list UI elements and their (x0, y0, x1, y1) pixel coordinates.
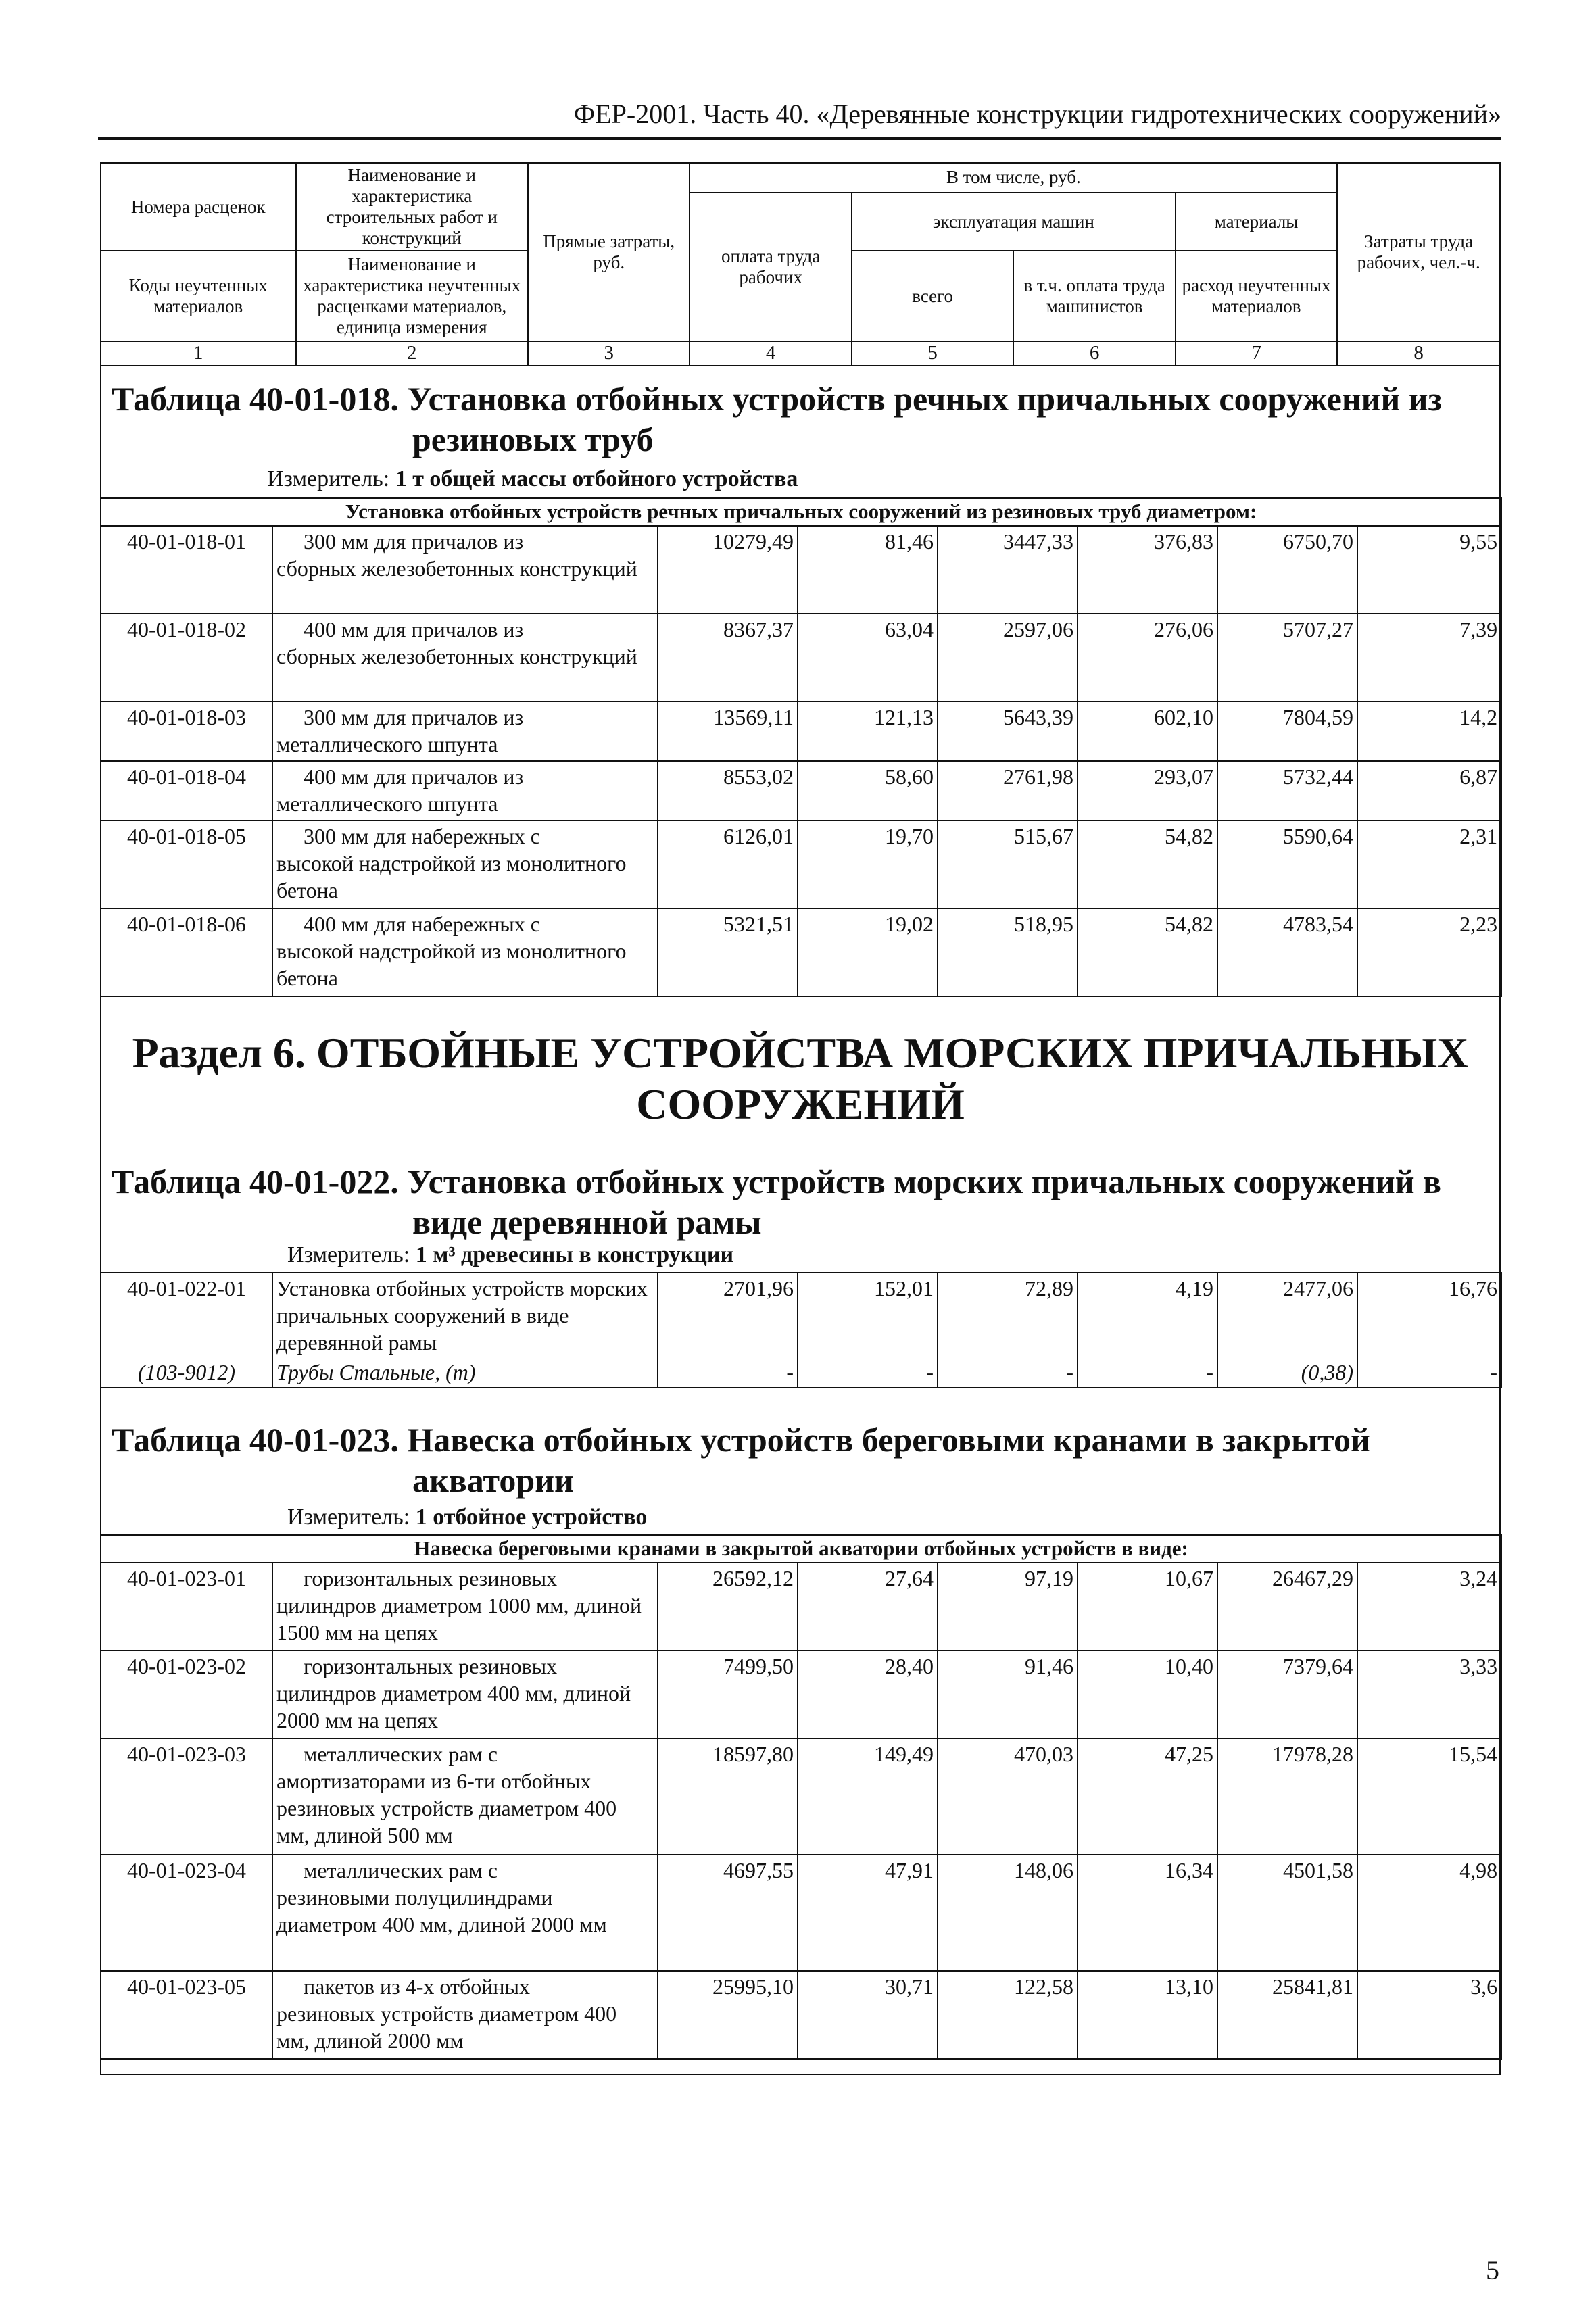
materials-value: 2477,06 (1217, 1273, 1357, 1357)
material-row (101, 1357, 1501, 1388)
labor-value: 6,87 (1357, 761, 1501, 821)
table-023-meter: Измеритель: 1 отбойное устройство (287, 1505, 648, 1530)
wages-value: 19,70 (798, 821, 938, 908)
materials-value: 25841,81 (1217, 1971, 1357, 2059)
operators-value: 293,07 (1078, 761, 1217, 821)
table-018 (100, 497, 1502, 997)
machines-value: 72,89 (938, 1273, 1078, 1357)
wages-value: - (798, 1357, 938, 1388)
direct-costs-value: 10279,49 (658, 526, 798, 614)
machines-value: 91,46 (938, 1651, 1078, 1738)
operators-value: 276,06 (1078, 614, 1217, 702)
rate-code: 40-01-018-01 (101, 526, 272, 614)
rate-description: 400 мм для набережных с высокой надстройкой из монолитного бетона (272, 908, 658, 996)
table-row (101, 761, 1501, 821)
table-row (101, 614, 1501, 702)
table-018-meter-value: 1 т общей массы отбойного устройства (395, 466, 798, 491)
column-number: 2 (296, 341, 528, 365)
header-name-top: Наименование и характеристика строительных работ и конструкций (296, 163, 528, 251)
table-023-subheader: Навеска береговыми кранами в закрытой акватории отбойных устройств в виде: (101, 1535, 1501, 1563)
wages-value: 28,40 (798, 1651, 938, 1738)
labor-value: 7,39 (1357, 614, 1501, 702)
materials-value: 4783,54 (1217, 908, 1357, 996)
direct-costs-value: 5321,51 (658, 908, 798, 996)
table-row (101, 908, 1501, 996)
machines-value: 5643,39 (938, 702, 1078, 761)
wages-value: 30,71 (798, 1971, 938, 2059)
operators-value: 54,82 (1078, 908, 1217, 996)
materials-value: 26467,29 (1217, 1563, 1357, 1651)
rate-description: 300 мм для причалов из металлического шпунта (272, 702, 658, 761)
header-wages: оплата труда рабочих (690, 193, 851, 341)
wages-value: 149,49 (798, 1738, 938, 1855)
column-number: 5 (852, 341, 1013, 365)
materials-value: 7804,59 (1217, 702, 1357, 761)
table-022 (100, 1272, 1502, 1388)
table-row (101, 1971, 1501, 2059)
rate-description: горизонтальных резиновых цилиндров диаметром 400 мм, длиной 2000 мм на цепях (272, 1651, 658, 1738)
labor-value: 15,54 (1357, 1738, 1501, 1855)
table-023 (100, 1534, 1502, 2060)
column-number: 6 (1013, 341, 1175, 365)
header-operators: в т.ч. оплата труда машинистов (1013, 251, 1175, 341)
direct-costs-value: 25995,10 (658, 1971, 798, 2059)
rate-code: 40-01-018-05 (101, 821, 272, 908)
table-023-meter-value: 1 отбойное устройство (415, 1505, 648, 1530)
header-codes-top: Номера расценок (101, 163, 296, 251)
header-unaccounted: расход неучтенных материалов (1176, 251, 1337, 341)
rate-description: горизонтальных резиновых цилиндров диаметром 1000 мм, длиной 1500 мм на цепях (272, 1563, 658, 1651)
material-description: Трубы Стальные, (т) (272, 1357, 658, 1388)
machines-value: 515,67 (938, 821, 1078, 908)
header-rule (98, 137, 1501, 140)
wages-value: 152,01 (798, 1273, 938, 1357)
rate-description: 300 мм для набережных с высокой надстройкой из монолитного бетона (272, 821, 658, 908)
machines-value: 2761,98 (938, 761, 1078, 821)
material-code: (103-9012) (101, 1357, 272, 1388)
materials-value: 5707,27 (1217, 614, 1357, 702)
machines-value: - (938, 1357, 1078, 1388)
rate-code: 40-01-023-03 (101, 1738, 272, 1855)
header-direct-costs: Прямые затраты, руб. (528, 163, 690, 341)
operators-value: 16,34 (1078, 1855, 1217, 1971)
rate-description: 400 мм для причалов из металлического шпунта (272, 761, 658, 821)
machines-value: 3447,33 (938, 526, 1078, 614)
wages-value: 19,02 (798, 908, 938, 996)
direct-costs-value: 6126,01 (658, 821, 798, 908)
table-022-meter: Измеритель: 1 м³ древесины в конструкции (287, 1242, 734, 1267)
direct-costs-value: 18597,80 (658, 1738, 798, 1855)
rate-description: металлических рам с резиновыми полуцилиндрами диаметром 400 мм, длиной 2000 мм (272, 1855, 658, 1971)
machines-value: 122,58 (938, 1971, 1078, 2059)
running-header: ФЕР-2001. Часть 40. «Деревянные конструкции гидротехнических сооружений» (573, 99, 1501, 129)
rate-code: 40-01-023-01 (101, 1563, 272, 1651)
labor-value: 16,76 (1357, 1273, 1501, 1357)
page-number: 5 (1486, 2255, 1499, 2285)
header-machines: эксплуатация машин (852, 193, 1176, 251)
labor-value: 4,98 (1357, 1855, 1501, 1971)
table-018-title (112, 379, 1442, 460)
rate-code: 40-01-018-02 (101, 614, 272, 702)
direct-costs-value: 4697,55 (658, 1855, 798, 1971)
labor-value: 2,31 (1357, 821, 1501, 908)
direct-costs-value: 7499,50 (658, 1651, 798, 1738)
materials-value: 4501,58 (1217, 1855, 1357, 1971)
machines-value: 2597,06 (938, 614, 1078, 702)
operators-value: - (1078, 1357, 1217, 1388)
materials-value: 5590,64 (1217, 821, 1357, 908)
header-including: В том числе, руб. (690, 163, 1337, 193)
materials-value: (0,38) (1217, 1357, 1357, 1388)
section-title-line1: Раздел 6. ОТБОЙНЫЕ УСТРОЙСТВА МОРСКИХ ПРИЧАЛЬНЫХ (132, 1029, 1469, 1077)
header-labor: Затраты труда рабочих, чел.-ч. (1337, 163, 1500, 341)
direct-costs-value: 26592,12 (658, 1563, 798, 1651)
table-018-title-line1: Таблица 40-01-018. Установка отбойных устройств речных причальных сооружений из (112, 380, 1442, 418)
rate-code: 40-01-018-03 (101, 702, 272, 761)
rate-description: 400 мм для причалов из сборных железобетонных конструкций (272, 614, 658, 702)
section-title (100, 1027, 1501, 1130)
rate-code: 40-01-023-02 (101, 1651, 272, 1738)
labor-value: 3,6 (1357, 1971, 1501, 2059)
rate-description: 300 мм для причалов из сборных железобетонных конструкций (272, 526, 658, 614)
wages-value: 63,04 (798, 614, 938, 702)
table-023-title-line2: акватории (412, 1461, 574, 1499)
operators-value: 10,67 (1078, 1563, 1217, 1651)
direct-costs-value: - (658, 1357, 798, 1388)
operators-value: 602,10 (1078, 702, 1217, 761)
rate-code: 40-01-018-06 (101, 908, 272, 996)
header-codes-bottom: Коды неучтенных материалов (101, 251, 296, 341)
materials-value: 5732,44 (1217, 761, 1357, 821)
wages-value: 27,64 (798, 1563, 938, 1651)
table-row (101, 702, 1501, 761)
labor-value: 14,2 (1357, 702, 1501, 761)
labor-value: 9,55 (1357, 526, 1501, 614)
column-header (100, 162, 1501, 366)
direct-costs-value: 2701,96 (658, 1273, 798, 1357)
labor-value: 3,33 (1357, 1651, 1501, 1738)
wages-value: 81,46 (798, 526, 938, 614)
column-number: 7 (1176, 341, 1337, 365)
table-018-subheader: Установка отбойных устройств речных причальных сооружений из резиновых труб диаметром: (101, 498, 1501, 526)
column-number: 1 (101, 341, 296, 365)
operators-value: 376,83 (1078, 526, 1217, 614)
operators-value: 10,40 (1078, 1651, 1217, 1738)
table-023-title (112, 1419, 1370, 1501)
wages-value: 58,60 (798, 761, 938, 821)
rate-description: Установка отбойных устройств морских причальных сооружений в виде деревянной рамы (272, 1273, 658, 1357)
header-materials: материалы (1176, 193, 1337, 251)
rate-description: металлических рам с амортизаторами из 6-ти отбойных резиновых устройств диаметром 400 мм, длиной 500 мм (272, 1738, 658, 1855)
table-022-meter-value: 1 м³ древесины в конструкции (415, 1242, 734, 1267)
table-row (101, 1651, 1501, 1738)
table-row (101, 526, 1501, 614)
table-row (101, 1855, 1501, 1971)
operators-value: 13,10 (1078, 1971, 1217, 2059)
wages-value: 47,91 (798, 1855, 938, 1971)
column-number: 4 (690, 341, 851, 365)
labor-value: - (1357, 1357, 1501, 1388)
labor-value: 3,24 (1357, 1563, 1501, 1651)
header-name-bottom: Наименование и характеристика неучтенных расценками материалов, единица измерения (296, 251, 528, 341)
operators-value: 47,25 (1078, 1738, 1217, 1855)
machines-value: 470,03 (938, 1738, 1078, 1855)
column-number: 8 (1337, 341, 1500, 365)
section-title-line2: СООРУЖЕНИЙ (636, 1080, 965, 1128)
operators-value: 4,19 (1078, 1273, 1217, 1357)
table-022-title-line1: Таблица 40-01-022. Установка отбойных устройств морских причальных сооружений в (112, 1163, 1442, 1200)
materials-value: 7379,64 (1217, 1651, 1357, 1738)
machines-value: 518,95 (938, 908, 1078, 996)
table-row (101, 1563, 1501, 1651)
rate-code: 40-01-018-04 (101, 761, 272, 821)
header-machines-total: всего (852, 251, 1013, 341)
table-row (101, 1738, 1501, 1855)
table-023-title-line1: Таблица 40-01-023. Навеска отбойных устройств береговыми кранами в закрытой (112, 1421, 1370, 1459)
rate-code: 40-01-023-04 (101, 1855, 272, 1971)
direct-costs-value: 13569,11 (658, 702, 798, 761)
table-022-title (112, 1161, 1441, 1242)
machines-value: 97,19 (938, 1563, 1078, 1651)
rate-description: пакетов из 4-х отбойных резиновых устройств диаметром 400 мм, длиной 2000 мм (272, 1971, 658, 2059)
direct-costs-value: 8367,37 (658, 614, 798, 702)
table-row (101, 821, 1501, 908)
labor-value: 2,23 (1357, 908, 1501, 996)
direct-costs-value: 8553,02 (658, 761, 798, 821)
table-row (101, 1273, 1501, 1357)
rate-code: 40-01-023-05 (101, 1971, 272, 2059)
rate-code: 40-01-022-01 (101, 1273, 272, 1357)
operators-value: 54,82 (1078, 821, 1217, 908)
table-018-meter: Измеритель: 1 т общей массы отбойного устройства (267, 466, 798, 491)
materials-value: 17978,28 (1217, 1738, 1357, 1855)
table-022-title-line2: виде деревянной рамы (412, 1203, 762, 1241)
table-018-title-line2: резиновых труб (412, 420, 654, 458)
materials-value: 6750,70 (1217, 526, 1357, 614)
wages-value: 121,13 (798, 702, 938, 761)
machines-value: 148,06 (938, 1855, 1078, 1971)
column-number: 3 (528, 341, 690, 365)
